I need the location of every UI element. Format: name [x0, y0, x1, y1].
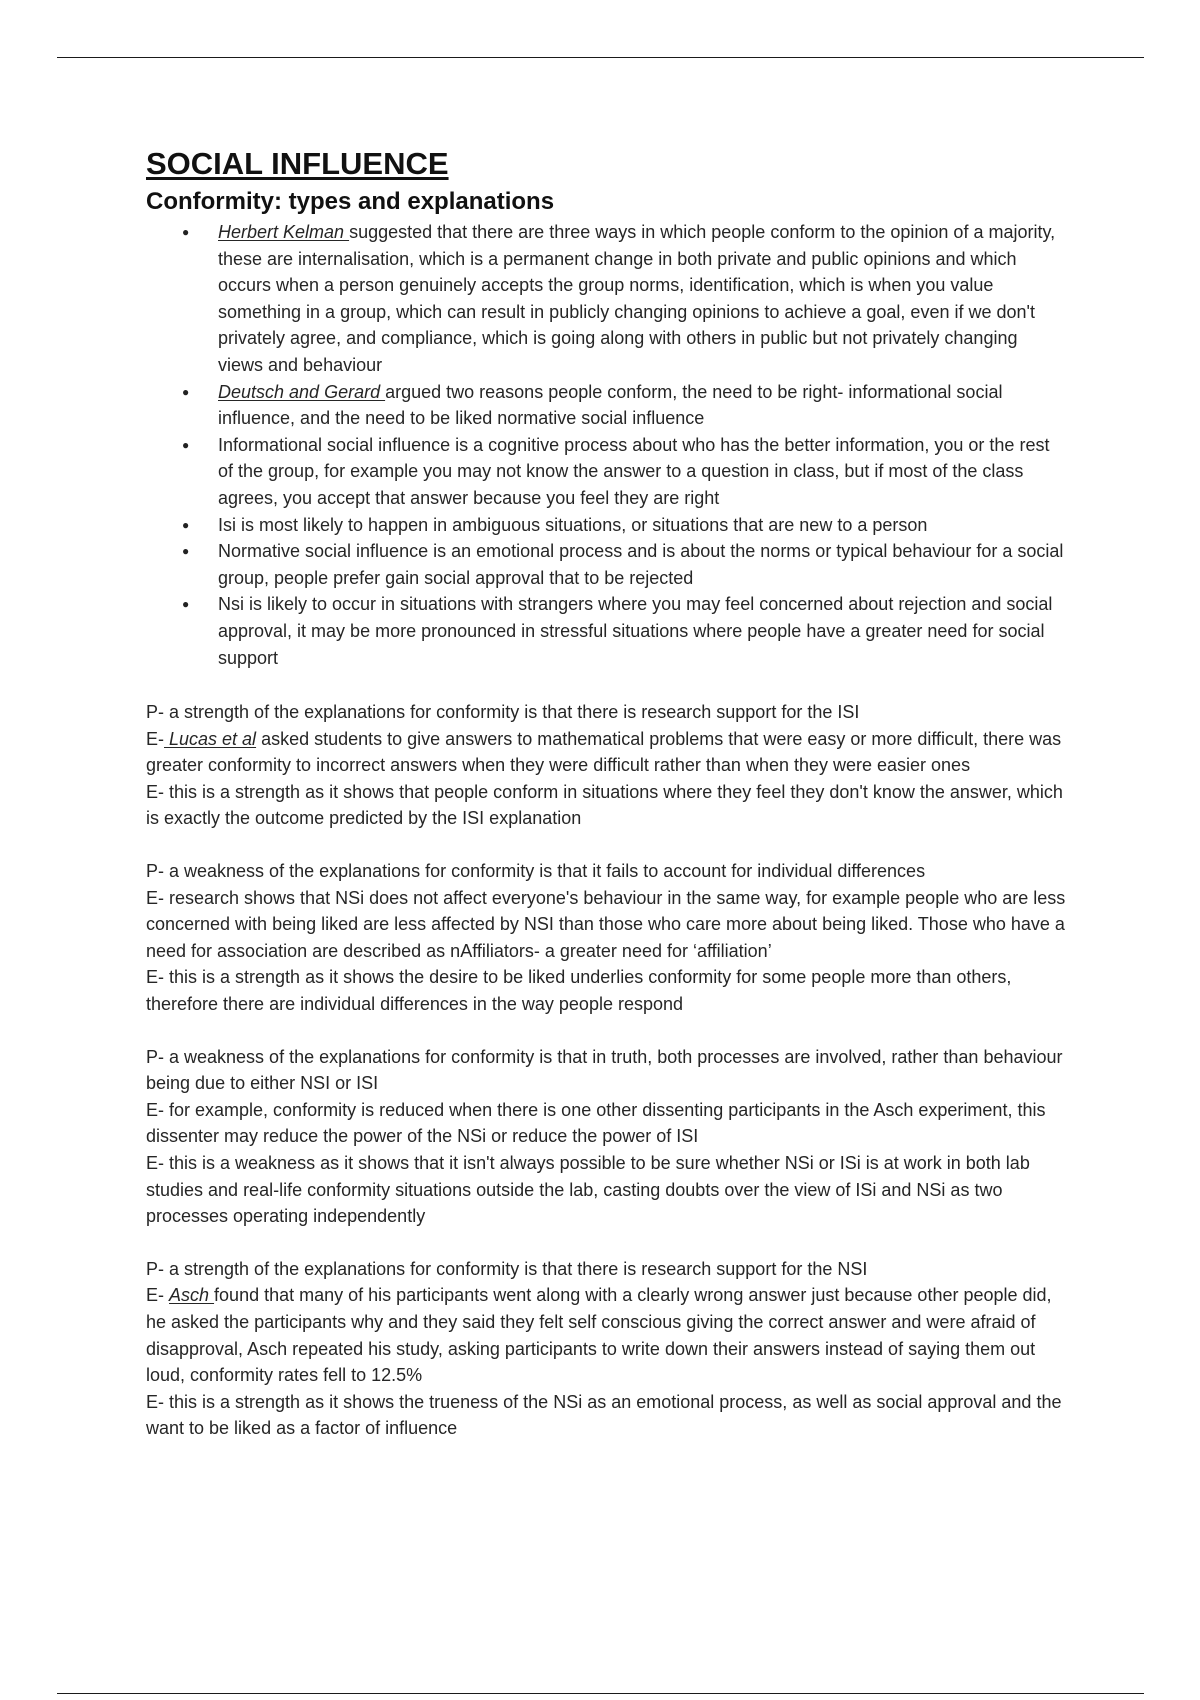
- page-title: SOCIAL INFLUENCE: [146, 146, 449, 181]
- bottom-rule: [57, 1693, 1144, 1694]
- list-item: ● Herbert Kelman suggested that there are three ways in which people conform to the opinion of a majority, these are internalisation, which is a permanent change in both private and public opinions and which occurs when a person genuinely accepts the group norms, identification, which is when you value something in a group, which can result in publicly changing opinions to achieve a goal, even if we don't privately agree, and compliance, which is going along with others in public but not privately changing views and behaviour: [218, 219, 1066, 379]
- point-line: P- a strength of the explanations for conformity is that there is research support for the ISI: [146, 702, 860, 723]
- explanation-line: E- this is a strength as it shows the desire to be liked underlies conformity for some people more than others, therefore there are individual differences in the way people respond: [146, 967, 1017, 1015]
- pee-paragraph: [146, 699, 1066, 832]
- explanation-line: E- this is a strength as it shows that people conform in situations where they feel they don't know the answer, which is exactly the outcome predicted by the ISI explanation: [146, 781, 1068, 829]
- pee-paragraph: [146, 858, 1071, 1018]
- evidence-line: E- for example, conformity is reduced when there is one other dissenting participants in the Asch experiment, this dissenter may reduce the power of the NSi or reduce the power of ISI: [146, 1099, 1051, 1147]
- point-line: P- a strength of the explanations for conformity is that there is research support for the NSI: [146, 1258, 868, 1279]
- top-rule: [57, 57, 1144, 58]
- evidence-line: E- Lucas et al asked students to give answers to mathematical problems that were easy or more difficult, there was greater conformity to incorrect answers when they were difficult rather than when they were easier ones: [146, 728, 1067, 776]
- point-line: P- a weakness of the explanations for conformity is that in truth, both processes are involved, rather than behaviour being due to either NSI or ISI: [146, 1046, 1068, 1094]
- section-heading: Conformity: types and explanations: [146, 188, 555, 215]
- citation: Asch: [169, 1285, 215, 1306]
- evidence-line: E- research shows that NSi does not affect everyone's behaviour in the same way, for example people who are less concerned with being liked are less affected by NSI than those who care more about being liked. Those who have a need for association are described as nAffiliators- a greater need for ‘affiliation’: [146, 887, 1071, 961]
- list-item: ● Normative social influence is an emotional process and is about the norms or typical behaviour for a social group, people prefer gain social approval that to be rejected: [218, 538, 1066, 591]
- list-item: ● Nsi is likely to occur in situations with strangers where you may feel concerned about rejection and social approval, it may be more pronounced in stressful situations where people have a greater need for social support: [218, 591, 1066, 671]
- pee-paragraph: [146, 1044, 1066, 1230]
- explanation-line: E- this is a weakness as it shows that it isn't always possible to be sure whether NSi or ISi is at work in both lab studies and real-life conformity situations outside the lab, casting doubts over the view of ISi and NSi as two processes operating independently: [146, 1153, 1035, 1227]
- citation: Lucas et al: [164, 728, 257, 749]
- citation: Herbert Kelman: [218, 222, 350, 242]
- pee-paragraph: [146, 1256, 1066, 1442]
- explanation-line: E- this is a strength as it shows the trueness of the NSi as an emotional process, as well as social approval and the want to be liked as a factor of influence: [146, 1391, 1067, 1439]
- bullet-list: [146, 219, 1066, 671]
- citation: Deutsch and Gerard: [218, 381, 386, 402]
- document-body: [146, 144, 1071, 1442]
- evidence-line: E- Asch found that many of his participants went along with a clearly wrong answer just because other people did, he asked the participants why and they said they felt self conscious giving the correct answer and were afraid of disapproval, Asch repeated his study, asking participants to write down their answers instead of saying them out loud, conformity rates fell to 12.5%: [146, 1285, 1057, 1386]
- list-item: ● Isi is most likely to happen in ambiguous situations, or situations that are new to a person: [218, 512, 1066, 539]
- list-item: ● Informational social influence is a cognitive process about who has the better information, you or the rest of the group, for example you may not know the answer to a question in class, but if most of the class agrees, you accept that answer because you feel they are right: [218, 432, 1066, 512]
- point-line: P- a weakness of the explanations for conformity is that it fails to account for individual differences: [146, 861, 926, 882]
- list-item: ● Deutsch and Gerard argued two reasons people conform, the need to be right- informational social influence, and the need to be liked normative social influence: [218, 379, 1066, 432]
